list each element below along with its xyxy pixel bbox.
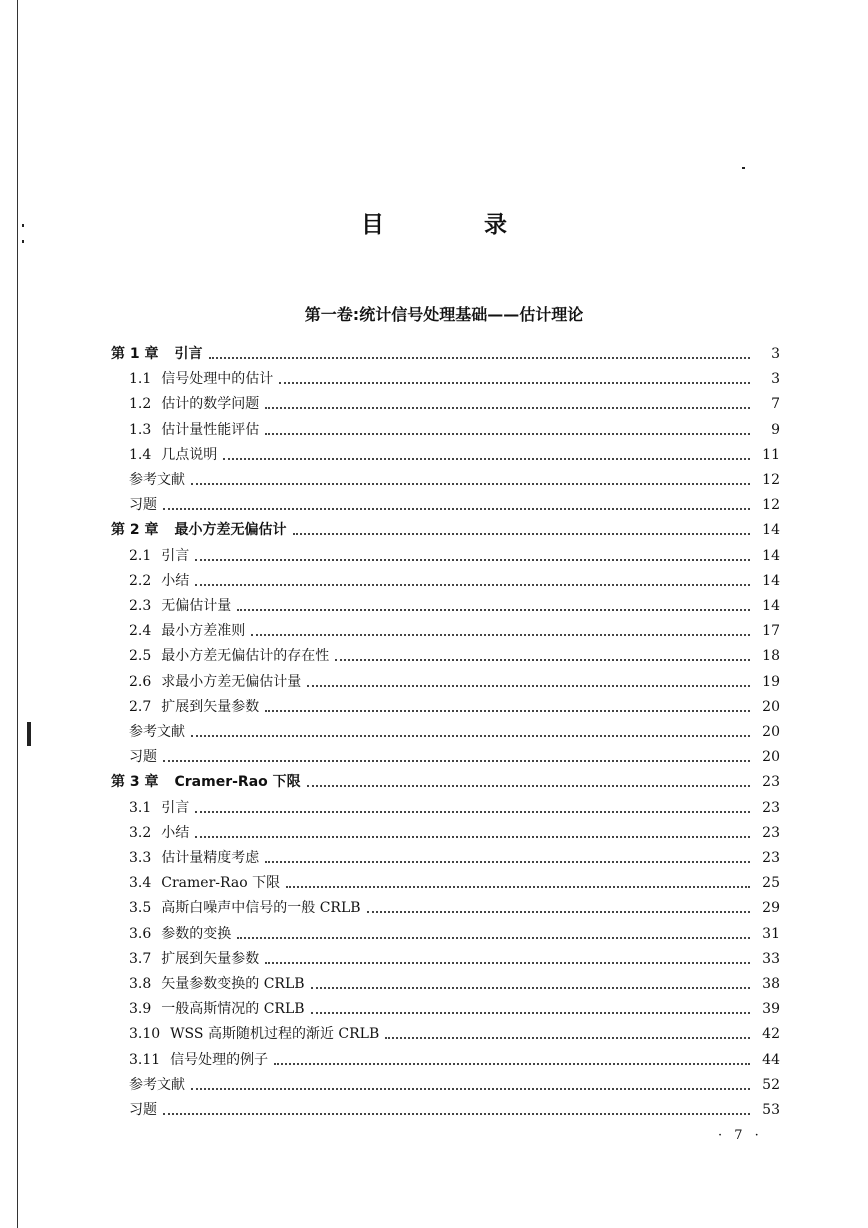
- toc-entry[interactable]: [129, 565, 780, 590]
- toc-entry-title: Cramer-Rao 下限: [174, 774, 301, 791]
- toc-entry-page: 42: [762, 1026, 780, 1043]
- toc-entry[interactable]: [129, 842, 780, 867]
- toc-entry-page: 14: [762, 598, 780, 614]
- toc-entry-number: 2.2: [129, 572, 152, 589]
- dot-leader: [385, 1036, 750, 1039]
- toc-entry[interactable]: [129, 1094, 780, 1119]
- dot-leader: [311, 1011, 750, 1014]
- dot-leader: [265, 961, 750, 964]
- dot-leader: [191, 734, 750, 737]
- toc-entry-page: 25: [762, 875, 780, 892]
- toc-entry-title: 参考文献: [129, 472, 185, 488]
- toc-entry-title: Cramer-Rao 下限: [161, 875, 281, 892]
- toc-entry-title: 小结: [161, 572, 190, 589]
- volume-title: 第一卷:统计信号处理基础——估计理论: [304, 305, 584, 324]
- toc-entry-number: 1.1: [129, 371, 152, 388]
- toc-entry-title: 估计的数学问题: [161, 396, 260, 413]
- dot-leader: [195, 835, 750, 838]
- toc-entry-title: 习题: [129, 1102, 157, 1118]
- toc-entry[interactable]: [129, 792, 780, 817]
- dot-leader: [367, 910, 750, 913]
- toc-entry-title: 无偏估计量: [161, 598, 232, 614]
- toc-entry-page: 14: [762, 522, 780, 539]
- toc-entry[interactable]: [129, 464, 780, 489]
- toc-entry[interactable]: [129, 540, 780, 565]
- toc-entry-page: 12: [762, 472, 780, 488]
- toc-entry-title: 引言: [174, 346, 203, 362]
- toc-entry-title: 高斯白噪声中信号的一般 CRLB: [161, 900, 361, 917]
- toc-entry-title: 扩展到矢量参数: [161, 698, 260, 715]
- dot-leader: [163, 759, 750, 762]
- toc-entry-title: 信号处理中的估计: [161, 371, 274, 388]
- toc-entry-number: 3.5: [129, 900, 152, 917]
- toc-entry[interactable]: [129, 1018, 780, 1043]
- toc-entry[interactable]: [129, 968, 780, 993]
- toc-entry-title: 习题: [129, 749, 157, 766]
- toc-entry-title: 最小方差准则: [161, 623, 246, 640]
- toc-entry-title: 参数的变换: [161, 925, 232, 942]
- toc-entry-number: 3.1: [129, 799, 152, 816]
- toc-entry-title: 最小方差无偏估计的存在性: [161, 648, 330, 665]
- toc-entry-page: 7: [771, 396, 780, 413]
- toc-entry-number: 3.3: [129, 850, 152, 866]
- toc-entry[interactable]: [129, 867, 780, 892]
- toc-entry-page: 12: [762, 497, 780, 514]
- scan-speck: [742, 167, 745, 169]
- toc-entry-title: 参考文献: [129, 1076, 185, 1093]
- dot-leader: [223, 457, 750, 460]
- toc-entry-page: 19: [762, 673, 780, 690]
- toc-entry[interactable]: [129, 388, 780, 413]
- toc-entry-number: 3.6: [129, 925, 152, 942]
- dot-leader: [195, 583, 750, 586]
- dot-leader: [335, 658, 750, 661]
- toc-entry-number: 3.4: [129, 875, 152, 892]
- dot-leader: [307, 784, 750, 787]
- toc-entry[interactable]: [129, 943, 780, 968]
- dot-leader: [286, 885, 750, 888]
- toc-entry-number: 3.2: [129, 824, 152, 841]
- toc-entry-number: 2.7: [129, 698, 152, 715]
- toc-entry-page: 23: [762, 774, 780, 791]
- toc-entry[interactable]: [111, 514, 780, 539]
- page-title: 目 录: [360, 212, 553, 238]
- toc-entry-title: 估计量性能评估: [161, 421, 260, 438]
- toc-entry-page: 38: [762, 976, 780, 992]
- toc-entry-title: 引言: [161, 547, 190, 564]
- toc-entry[interactable]: [129, 691, 780, 716]
- dot-leader: [237, 608, 750, 611]
- toc-entry[interactable]: [129, 489, 780, 514]
- toc-entry-number: 3.8: [129, 976, 152, 992]
- toc-entry-page: 44: [762, 1051, 780, 1068]
- toc-entry[interactable]: [111, 338, 780, 363]
- toc-entry-title: 最小方差无偏估计: [174, 522, 287, 539]
- toc-entry[interactable]: [129, 439, 780, 464]
- toc-entry[interactable]: [129, 993, 780, 1018]
- toc-entry-title: 求最小方差无偏估计量: [161, 673, 302, 690]
- toc-entry-title: 引言: [161, 799, 190, 816]
- toc-entry-number: 2.5: [129, 648, 152, 665]
- scan-speck: [22, 240, 24, 243]
- toc-entry[interactable]: [129, 414, 780, 439]
- toc-entry-page: 17: [762, 623, 780, 640]
- toc-entry-page: 14: [762, 547, 780, 564]
- toc-entry-page: 3: [771, 346, 780, 362]
- toc-entry-title: 矢量参数变换的 CRLB: [161, 976, 305, 992]
- toc-entry-page: 20: [762, 724, 780, 740]
- toc-entry-number: 2.6: [129, 673, 152, 690]
- toc-entry-number: 3.7: [129, 950, 152, 967]
- toc-entry-title: WSS 高斯随机过程的渐近 CRLB: [170, 1026, 380, 1043]
- dot-leader: [191, 1087, 750, 1090]
- toc-entry-page: 31: [762, 925, 780, 942]
- toc-entry[interactable]: [129, 918, 780, 943]
- toc-entry-page: 20: [762, 698, 780, 715]
- dot-leader: [279, 381, 750, 384]
- dot-leader: [265, 709, 750, 712]
- toc-entry[interactable]: [129, 590, 780, 615]
- toc-entry-page: 23: [762, 824, 780, 841]
- dot-leader: [293, 532, 751, 535]
- toc-entry-page: 33: [762, 950, 780, 967]
- toc-entry-title: 几点说明: [161, 446, 218, 463]
- toc-entry-number: 3.9: [129, 1001, 152, 1018]
- page-margin-line: [17, 0, 18, 1228]
- page-number: · 7 ·: [718, 1128, 763, 1143]
- dot-leader: [307, 684, 750, 687]
- toc-entry-title: 扩展到矢量参数: [161, 950, 260, 967]
- toc-entry[interactable]: [129, 640, 780, 665]
- toc-entry[interactable]: [111, 766, 780, 791]
- toc-entry-page: 29: [762, 900, 780, 917]
- toc-entry-number: 2.4: [129, 623, 152, 640]
- toc-entry-page: 18: [762, 648, 780, 665]
- toc-entry-number: 2.3: [129, 598, 152, 614]
- toc-entry-page: 52: [762, 1076, 780, 1093]
- toc-entry[interactable]: [129, 1044, 780, 1069]
- toc-entry-page: 11: [762, 446, 780, 463]
- dot-leader: [274, 1062, 750, 1065]
- toc-entry-title: 小结: [161, 824, 190, 841]
- toc-entry[interactable]: [129, 363, 780, 388]
- toc-entry-page: 3: [771, 371, 780, 388]
- toc-entry-number: 2.1: [129, 547, 152, 564]
- toc-entry[interactable]: [129, 716, 780, 741]
- dot-leader: [163, 507, 750, 510]
- toc-entry-number: 第 2 章: [111, 522, 159, 539]
- toc-entry-title: 估计量精度考虑: [161, 850, 260, 866]
- toc-entry-number: 3.10: [129, 1026, 161, 1043]
- toc-entry-title: 一般高斯情况的 CRLB: [161, 1001, 305, 1018]
- toc-entry[interactable]: [129, 817, 780, 842]
- dot-leader: [251, 633, 750, 636]
- toc-entry-title: 信号处理的例子: [170, 1051, 269, 1068]
- toc-entry-page: 14: [762, 572, 780, 589]
- toc-entry-page: 23: [762, 799, 780, 816]
- toc-entry[interactable]: [129, 741, 780, 766]
- toc-entry[interactable]: [129, 1069, 780, 1094]
- dot-leader: [265, 860, 750, 863]
- toc-entry[interactable]: [129, 666, 780, 691]
- toc-entry-page: 9: [771, 421, 780, 438]
- toc-entry-number: 1.2: [129, 396, 152, 413]
- dot-leader: [163, 1112, 750, 1115]
- scan-speck: [27, 722, 31, 746]
- toc-entry-number: 1.3: [129, 421, 152, 438]
- toc-entry-page: 39: [762, 1001, 780, 1018]
- toc-entry-number: 1.4: [129, 446, 152, 463]
- toc-entry-title: 习题: [129, 497, 157, 514]
- toc-entry-page: 20: [762, 749, 780, 766]
- dot-leader: [209, 356, 751, 359]
- dot-leader: [311, 986, 750, 989]
- toc-entry-page: 23: [762, 850, 780, 866]
- toc-entry-title: 参考文献: [129, 724, 185, 740]
- dot-leader: [265, 432, 750, 435]
- dot-leader: [265, 406, 750, 409]
- toc-entry-number: 第 1 章: [111, 346, 159, 362]
- toc-entry-page: 53: [762, 1102, 780, 1118]
- dot-leader: [195, 558, 750, 561]
- toc-entry[interactable]: [129, 615, 780, 640]
- toc-entry[interactable]: [129, 892, 780, 917]
- dot-leader: [237, 936, 750, 939]
- dot-leader: [191, 482, 750, 485]
- toc-entry-number: 第 3 章: [111, 774, 159, 791]
- dot-leader: [195, 810, 750, 813]
- toc-entry-number: 3.11: [129, 1051, 161, 1068]
